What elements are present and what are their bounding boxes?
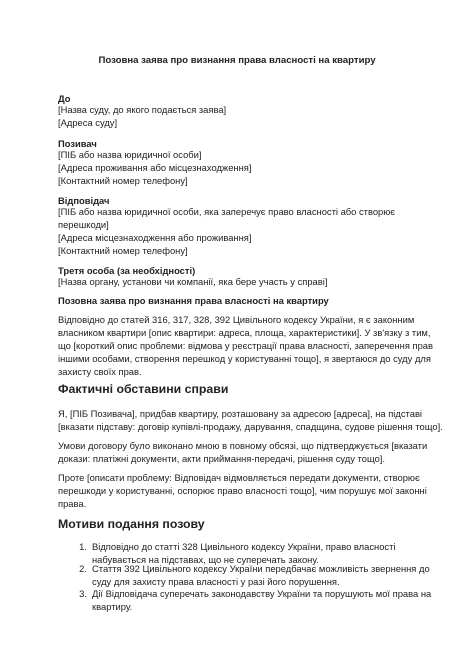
list-item-line: Стаття 392 Цивільного кодексу України передбачає можливість звернення до <box>92 563 430 574</box>
intro-line: Відповідно до статей 316, 317, 328, 392 Цивільного кодексу України, я є законним <box>58 314 415 325</box>
defendant-label: Відповідач <box>58 195 110 206</box>
facts-p1-line: Я, [ПІБ Позивача], придбав квартиру, розташовану за адресою [адреса], на підставі <box>58 408 423 419</box>
plaintiff-phone-placeholder: [Контактний номер телефону] <box>58 175 188 186</box>
list-item-line: Відповідно до статті 328 Цивільного кодексу України, право власності <box>92 541 396 552</box>
facts-p3-line: перешкоди у користуванні, оспорює право власності тощо], чим порушує мої законні <box>58 485 427 496</box>
defendant-address-placeholder: [Адреса місцезнаходження або проживання] <box>58 232 252 243</box>
facts-p3-line: Проте [описати проблему: Відповідач відмовляється передати документи, створює <box>58 472 420 483</box>
list-item-line: набувається на підставах, що не суперечать закону. <box>92 554 319 565</box>
claim-heading: Позовна заява про визнання права власності на квартиру <box>58 295 329 306</box>
intro-line: що [короткий опис проблеми: відмова у реєстрації права власності, заперечення прав <box>58 340 433 351</box>
list-item-line: Дії Відповідача суперечать законодавству України та порушують мої права на <box>92 588 432 599</box>
defendant-name-placeholder-cont: перешкоди] <box>58 219 109 230</box>
document-title: Позовна заява про визнання права власності на квартиру <box>98 55 376 66</box>
intro-line: власником квартири [опис квартири: адреса, площа, характеристики]. У зв'язку з тим, <box>58 327 431 338</box>
facts-p2-line: докази: платіжні документи, акти приймання-передачі, рішення суду тощо]. <box>58 453 385 464</box>
list-item-number: 1. <box>79 541 87 552</box>
facts-heading: Фактичні обставини справи <box>58 382 229 396</box>
plaintiff-address-placeholder: [Адреса проживання або місцезнаходження] <box>58 162 252 173</box>
intro-line: іншими особами, створення перешкод у користуванні тощо], я звертаюся до суду для <box>58 353 431 364</box>
third-party-placeholder: [Назва органу, установи чи компанії, яка бере участь у справі] <box>58 276 328 287</box>
motives-heading: Мотиви подання позову <box>58 517 205 531</box>
plaintiff-name-placeholder: [ПІБ або назва юридичної особи] <box>58 149 202 160</box>
plaintiff-label: Позивач <box>58 138 97 149</box>
facts-p3-line: права. <box>58 498 87 509</box>
to-label: До <box>58 93 71 104</box>
third-party-label: Третя особа (за необхідності) <box>58 265 196 276</box>
court-name-placeholder: [Назва суду, до якого подається заява] <box>58 104 227 115</box>
list-item-number: 2. <box>79 563 87 574</box>
defendant-name-placeholder: [ПІБ або назва юридичної особи, яка заперечує право власності або створює <box>58 206 396 217</box>
facts-p2-line: Умови договору було виконано мною в повному обсязі, що підтверджується [вказати <box>58 440 428 451</box>
defendant-phone-placeholder: [Контактний номер телефону] <box>58 245 188 256</box>
intro-line: захисту своїх прав. <box>58 366 142 377</box>
list-item-line: суду для захисту права власності у разі його порушення. <box>92 576 340 587</box>
facts-p1-line: [вказати підставу: договір купівлі-продажу, дарування, спадщина, судове рішення тощо]. <box>58 421 443 432</box>
list-item-number: 3. <box>79 588 87 599</box>
list-item-line: квартиру. <box>92 601 133 612</box>
court-address-placeholder: [Адреса суду] <box>58 117 118 128</box>
